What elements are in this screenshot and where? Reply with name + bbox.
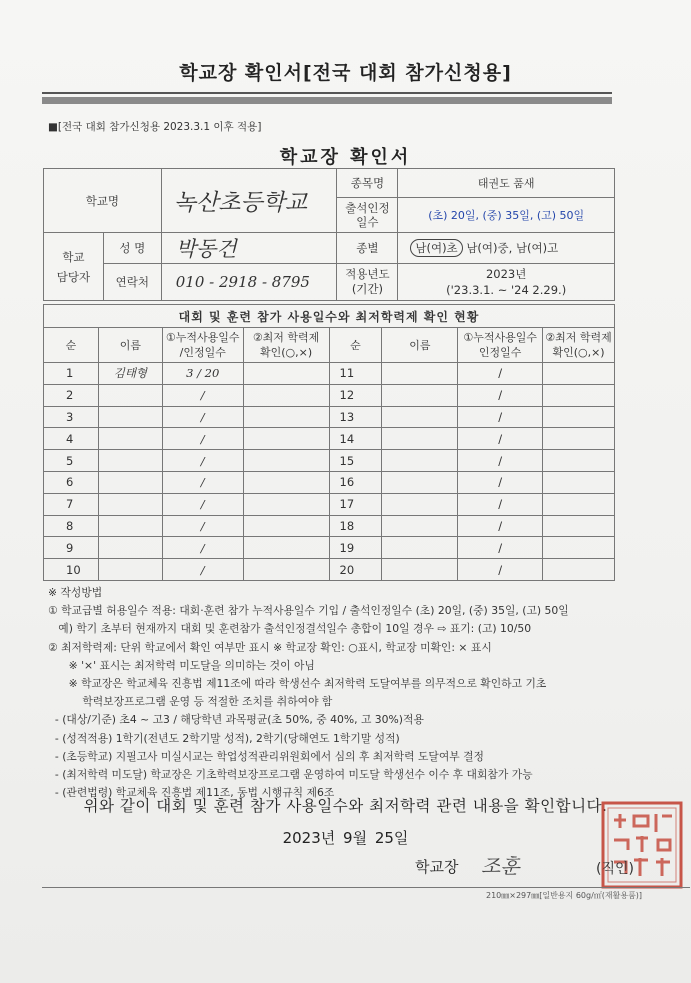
year-label — [337, 264, 398, 301]
table-row — [44, 559, 615, 581]
row-no-right: 14 — [329, 428, 382, 450]
row-days-left: / — [162, 428, 243, 450]
table-row — [44, 493, 615, 515]
col-check-left-line1: ②최저 학력제 — [252, 331, 320, 344]
row-check-left — [243, 384, 329, 406]
row-days-left: / — [162, 471, 243, 493]
row-check-right — [543, 493, 615, 515]
instruction-line: 학력보장프로그램 운영 등 적절한 조치를 취하여야 함 — [48, 695, 333, 709]
instruction-line: - (초등학교) 지필고사 미실시교는 학업성적관리위원회에서 심의 후 최저학력 도달여부 결정 — [48, 749, 484, 763]
instruction-line: ※ 작성방법 — [48, 586, 103, 599]
row-name-right — [382, 471, 458, 493]
col-name-left: 이름 — [98, 328, 162, 363]
table-row — [44, 471, 615, 493]
row-days-left: / — [162, 559, 243, 581]
row-days-right: / — [458, 537, 543, 559]
attendance-value: (초) 20일, (중) 35일, (고) 50일 — [398, 198, 615, 233]
table-row — [44, 406, 615, 428]
paper-spec-footer: 210㎜×297㎜[일반용지 60g/㎡(재활용품)] — [486, 891, 643, 900]
col-days-right — [458, 328, 543, 363]
row-name-right — [382, 428, 458, 450]
gender-value — [398, 233, 615, 264]
col-days-right-line2: 인정일수 — [478, 346, 522, 359]
row-days-right: / — [458, 450, 543, 472]
usage-table — [43, 304, 615, 581]
row-check-right — [543, 363, 615, 385]
row-name-right — [382, 537, 458, 559]
table-row — [44, 450, 615, 472]
row-days-left: / — [162, 450, 243, 472]
row-no-right: 19 — [329, 537, 382, 559]
row-days-right: / — [458, 363, 543, 385]
row-name-left: 김태형 — [98, 363, 162, 385]
staff-label — [44, 233, 104, 301]
year-value-line2: ('23.3.1. ~ '24 2.29.) — [446, 283, 567, 297]
row-check-right — [543, 537, 615, 559]
row-check-left — [243, 515, 329, 537]
row-no-left: 1 — [44, 363, 99, 385]
row-name-right — [382, 493, 458, 515]
row-name-right — [382, 450, 458, 472]
row-no-right: 18 — [329, 515, 382, 537]
row-check-right — [543, 471, 615, 493]
row-name-left — [98, 428, 162, 450]
table-row — [44, 428, 615, 450]
contact-value: 010 - 2918 - 8795 — [161, 264, 337, 301]
row-name-left — [98, 537, 162, 559]
instruction-line: - (대상/기준) 초4 ~ 고3 / 해당학년 과목평균(초 50%, 중 40%, 고 30%)적용 — [48, 713, 424, 727]
table-row — [44, 537, 615, 559]
col-no-right: 순 — [329, 328, 382, 363]
row-days-right: / — [458, 559, 543, 581]
instruction-line: - (성적적용) 1학기(전년도 2학기말 성적), 2학기(당해연도 1학기말 성적) — [48, 731, 400, 745]
table-row — [44, 515, 615, 537]
school-name-value: 녹산초등학교 — [161, 169, 337, 233]
col-days-left — [162, 328, 243, 363]
row-name-left — [98, 493, 162, 515]
row-name-left — [98, 515, 162, 537]
row-check-right — [543, 384, 615, 406]
row-check-right — [543, 450, 615, 472]
row-days-left: / — [162, 515, 243, 537]
instruction-line: 예) 학기 초부터 현재까지 대회 및 훈련참가 출석인정결석일수 총합이 10일 경우 ⇨ 표기: (고) 10/50 — [48, 622, 532, 636]
row-check-right — [543, 559, 615, 581]
instruction-line: ※ '×' 표시는 최저학력 미도달을 의미하는 것이 아님 — [48, 658, 315, 672]
instruction-line: ② 최저학력제: 단위 학교에서 확인 여부만 표시 ※ 학교장 확인: ○표시, 학교장 미확인: × 표시 — [48, 640, 492, 654]
col-name-right: 이름 — [382, 328, 458, 363]
row-no-left: 9 — [44, 537, 99, 559]
row-check-right — [543, 515, 615, 537]
col-days-left-line2: /인정일수 — [179, 346, 226, 359]
col-no-left: 순 — [44, 328, 99, 363]
row-days-left: / — [162, 406, 243, 428]
row-name-right — [382, 406, 458, 428]
year-label-line2: (기간) — [351, 282, 384, 296]
row-name-left — [98, 450, 162, 472]
row-no-right: 15 — [329, 450, 382, 472]
info-table — [43, 168, 615, 301]
row-days-right: / — [458, 471, 543, 493]
row-days-left: / — [162, 493, 243, 515]
row-no-right: 11 — [329, 363, 382, 385]
row-no-left: 8 — [44, 515, 99, 537]
header-bar — [42, 97, 612, 104]
instruction-line: ① 학교급별 허용일수 적용: 대회·훈련 참가 누적사용일수 기입 / 출석인정일수 (초) 20일, (중) 35일, (고) 50일 — [48, 604, 569, 618]
year-label-line1: 적용년도 — [345, 267, 390, 281]
row-no-right: 16 — [329, 471, 382, 493]
row-days-right: / — [458, 406, 543, 428]
confirmation-date: 2023년 9월 25일 — [282, 829, 409, 847]
row-no-left: 5 — [44, 450, 99, 472]
principal-label: 학교장 — [415, 858, 459, 876]
row-check-left — [243, 559, 329, 581]
instruction-line: ※ 학교장은 학교체육 진흥법 제11조에 따라 학생선수 최저학력 도달여부를 의무적으로 확인하고 기초 — [48, 677, 547, 691]
name-value: 박동건 — [161, 233, 337, 264]
contact-label: 연락처 — [103, 264, 161, 301]
principal-signature: 조훈 — [481, 854, 520, 878]
instruction-line: - (최저학력 미도달) 학교장은 기초학력보장프로그램 운영하여 미도달 학생선수 이수 후 대회참가 가능 — [48, 768, 533, 782]
name-label: 성 명 — [103, 233, 161, 264]
attendance-label-line2: 일수 — [356, 215, 379, 229]
row-name-left — [98, 471, 162, 493]
row-days-left: / — [162, 384, 243, 406]
row-no-right: 20 — [329, 559, 382, 581]
event-label: 종목명 — [337, 169, 398, 198]
row-name-right — [382, 515, 458, 537]
header-rule — [42, 92, 612, 94]
staff-label-line2: 담당자 — [56, 269, 91, 284]
row-name-left — [98, 384, 162, 406]
writing-instructions — [48, 584, 668, 802]
row-name-right — [382, 384, 458, 406]
row-check-right — [543, 406, 615, 428]
col-check-left — [243, 328, 329, 363]
row-check-left — [243, 450, 329, 472]
row-no-right: 12 — [329, 384, 382, 406]
table-row — [44, 363, 615, 385]
row-check-left — [243, 428, 329, 450]
row-no-right: 13 — [329, 406, 382, 428]
row-days-right: / — [458, 493, 543, 515]
row-check-left — [243, 493, 329, 515]
row-no-left: 10 — [44, 559, 99, 581]
row-name-left — [98, 559, 162, 581]
seal-label: (직인) — [596, 861, 634, 877]
usage-rows — [44, 363, 615, 581]
row-check-left — [243, 363, 329, 385]
col-days-left-line1: ①누적사용일수 — [165, 331, 240, 344]
header-title: 학교장 확인서[전국 대회 참가신청용] — [179, 62, 512, 84]
confirmation-statement: 위와 같이 대회 및 훈련 참가 사용일수와 최저학력 관련 내용을 확인합니다. — [83, 797, 608, 815]
row-check-left — [243, 537, 329, 559]
usage-table-caption: 대회 및 훈련 참가 사용일수와 최저학력제 확인 현황 — [44, 305, 615, 328]
year-value — [398, 264, 615, 301]
row-name-right — [382, 559, 458, 581]
row-no-left: 7 — [44, 493, 99, 515]
staff-label-line1: 학교 — [62, 249, 85, 264]
row-name-right — [382, 363, 458, 385]
row-check-right — [543, 428, 615, 450]
applicability-note: ■[전국 대회 참가신청용 2023.3.1 이후 적용] — [48, 121, 262, 133]
row-check-left — [243, 471, 329, 493]
col-check-right — [543, 328, 615, 363]
row-no-left: 2 — [44, 384, 99, 406]
year-value-line1: 2023년 — [485, 267, 527, 281]
col-check-left-line2: 확인(○,×) — [259, 346, 313, 359]
footer-rule — [42, 887, 690, 888]
row-name-left — [98, 406, 162, 428]
attendance-label — [337, 198, 398, 233]
row-no-right: 17 — [329, 493, 382, 515]
col-check-right-line2: 확인(○,×) — [552, 346, 605, 359]
gender-options: 남(여)중, 남(여)고 — [462, 241, 559, 255]
row-days-left: 3 / 20 — [162, 363, 243, 385]
row-no-left: 6 — [44, 471, 99, 493]
row-days-right: / — [458, 515, 543, 537]
col-days-right-line1: ①누적사용일수 — [463, 331, 537, 344]
table-row — [44, 384, 615, 406]
row-no-left: 4 — [44, 428, 99, 450]
row-days-right: / — [458, 428, 543, 450]
row-days-right: / — [458, 384, 543, 406]
col-check-right-line1: ②최저 학력제 — [545, 331, 612, 344]
row-days-left: / — [162, 537, 243, 559]
event-value: 태권도 품새 — [398, 169, 615, 198]
instruction-line: - (관련법령) 학교체육 진흥법 제11조, 동법 시행규칙 제6조 — [48, 786, 335, 800]
row-check-left — [243, 406, 329, 428]
gender-label: 종별 — [337, 233, 398, 264]
document-title: 학교장 확인서 — [279, 147, 412, 168]
school-name-label: 학교명 — [44, 169, 162, 233]
attendance-label-line1: 출석인정 — [345, 201, 390, 215]
gender-selected: 남(여)초 — [410, 239, 462, 257]
row-no-left: 3 — [44, 406, 99, 428]
